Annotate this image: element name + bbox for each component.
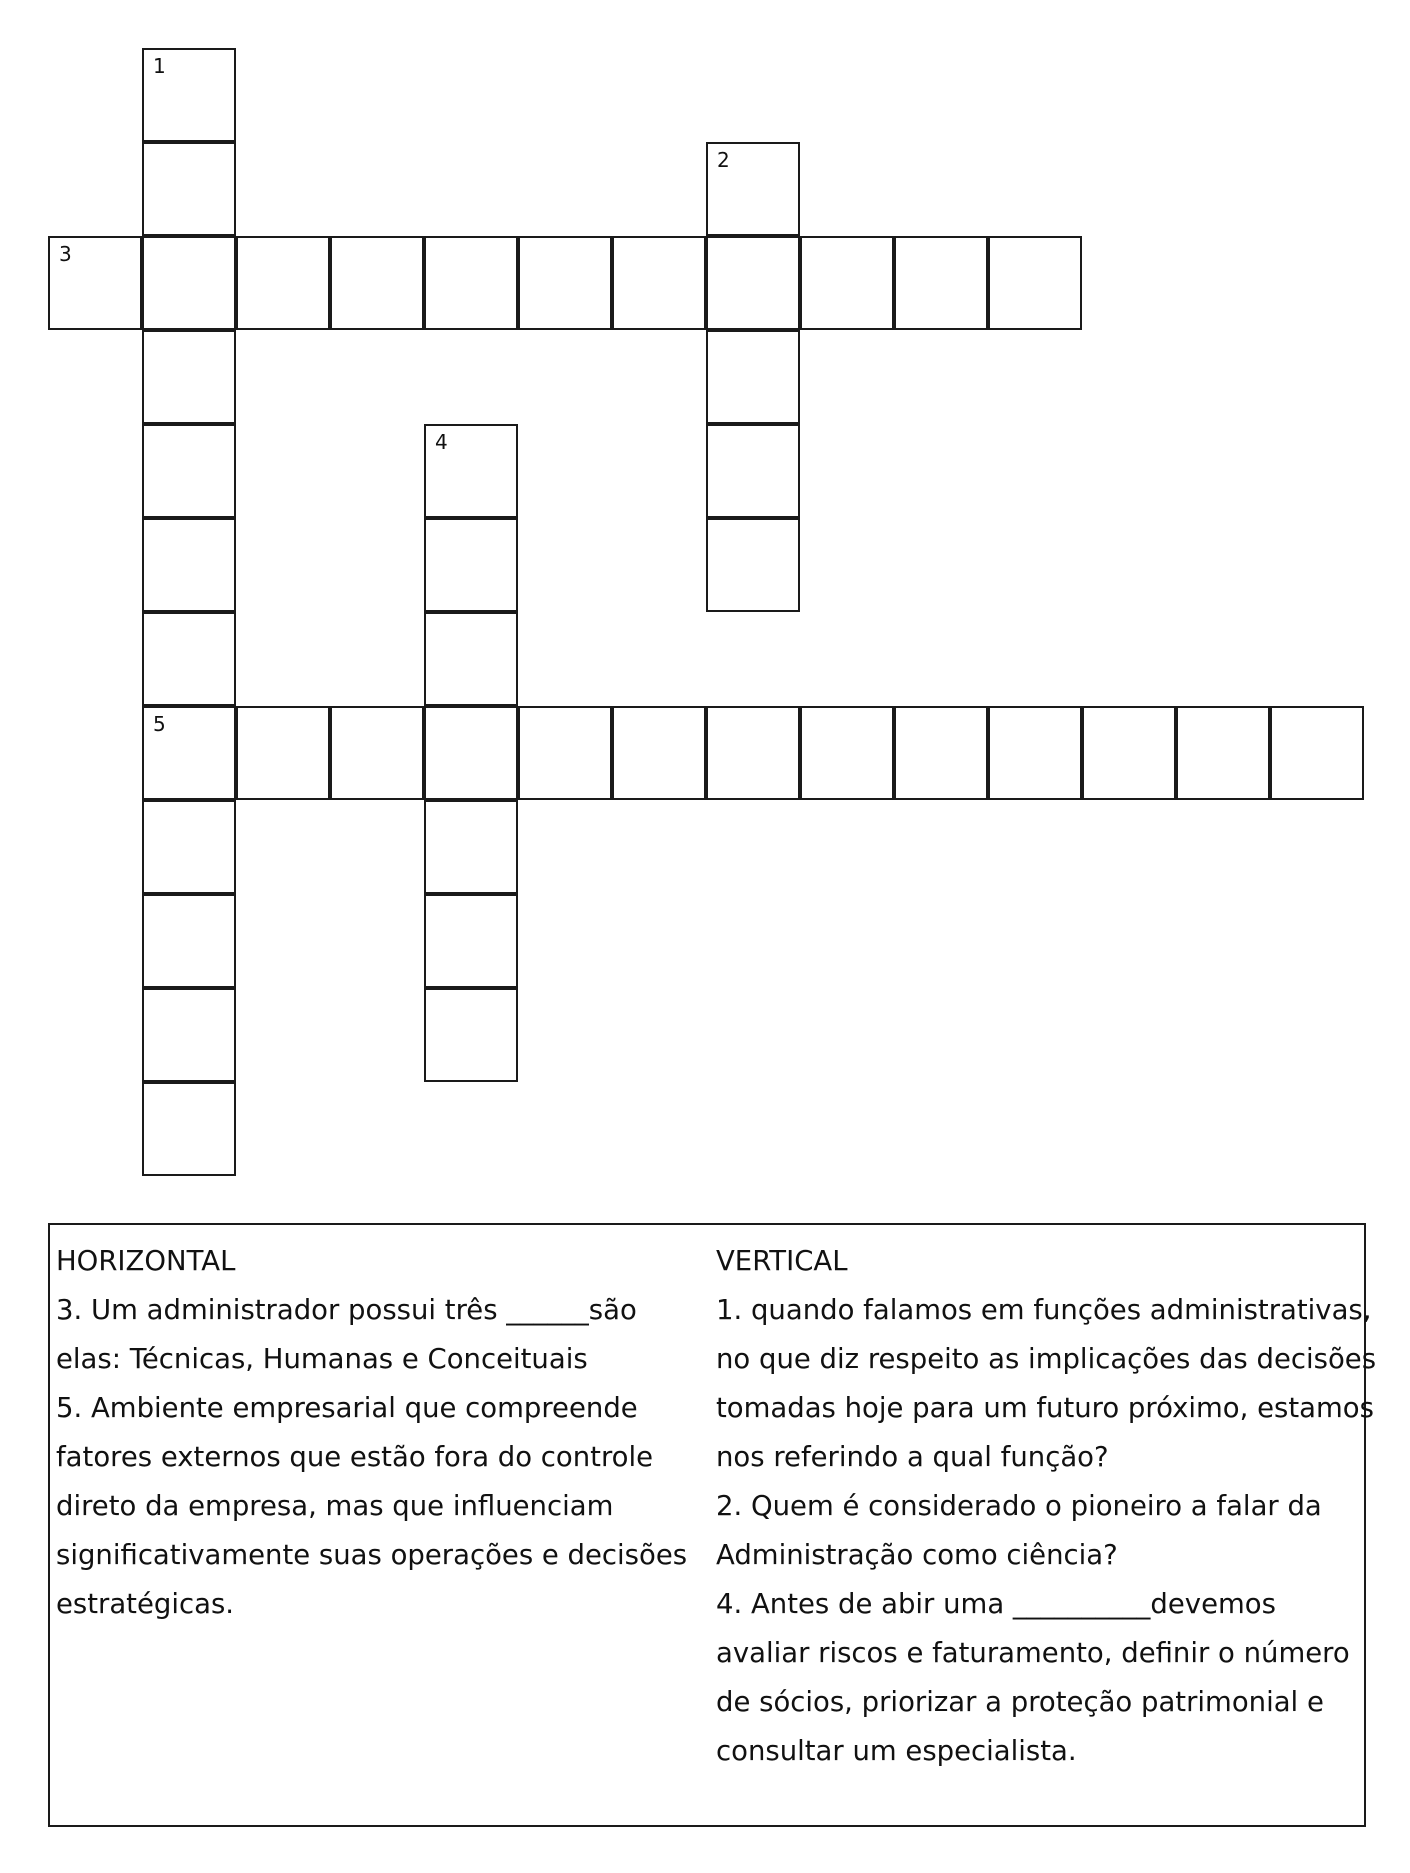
crossword-cell[interactable]: [706, 424, 800, 518]
clue-line: 3. Um administrador possui três ______são: [56, 1294, 637, 1326]
crossword-cell[interactable]: [142, 424, 236, 518]
clue-line: consultar um especialista.: [716, 1735, 1077, 1767]
crossword-cell[interactable]: [142, 988, 236, 1082]
clue-line: avaliar riscos e faturamento, definir o número: [716, 1637, 1350, 1669]
clue-line: fatores externos que estão fora do controle: [56, 1441, 654, 1473]
clue-number: 2: [717, 148, 730, 172]
crossword-cell[interactable]: [894, 236, 988, 330]
crossword-cell[interactable]: [424, 424, 518, 518]
crossword-cell[interactable]: [518, 236, 612, 330]
crossword-cell[interactable]: [706, 706, 800, 800]
clue-line: direto da empresa, mas que influenciam: [56, 1490, 614, 1522]
clue-line: de sócios, priorizar a proteção patrimonial e: [716, 1686, 1324, 1718]
clue-number: 1: [153, 54, 166, 78]
horizontal-heading: HORIZONTAL: [56, 1245, 236, 1277]
vertical-clues: [716, 1237, 1377, 1776]
crossword-cell[interactable]: [142, 800, 236, 894]
crossword-cell[interactable]: [142, 518, 236, 612]
crossword-cell[interactable]: [330, 706, 424, 800]
crossword-cell[interactable]: [142, 1082, 236, 1176]
crossword-cell[interactable]: [612, 236, 706, 330]
crossword-cell[interactable]: [424, 800, 518, 894]
clue-line: 4. Antes de abir uma __________devemos: [716, 1588, 1276, 1620]
crossword-cell[interactable]: [706, 518, 800, 612]
crossword-cell[interactable]: [236, 706, 330, 800]
crossword-cell[interactable]: [142, 612, 236, 706]
crossword-cell[interactable]: [142, 706, 236, 800]
crossword-cell[interactable]: [424, 706, 518, 800]
clue-line: estratégicas.: [56, 1588, 235, 1620]
crossword-cell[interactable]: [142, 330, 236, 424]
crossword-cell[interactable]: [894, 706, 988, 800]
clue-line: Administração como ciência?: [716, 1539, 1118, 1571]
clue-number: 5: [153, 712, 166, 736]
crossword-cell[interactable]: [706, 330, 800, 424]
vertical-heading: VERTICAL: [716, 1245, 848, 1277]
crossword-cell[interactable]: [706, 142, 800, 236]
crossword-cell[interactable]: [988, 236, 1082, 330]
crossword-cell[interactable]: [1176, 706, 1270, 800]
crossword-cell[interactable]: [1270, 706, 1364, 800]
clue-number: 4: [435, 430, 448, 454]
crossword-cell[interactable]: [800, 236, 894, 330]
crossword-cell[interactable]: [330, 236, 424, 330]
crossword-cell[interactable]: [48, 236, 142, 330]
crossword-cell[interactable]: [424, 988, 518, 1082]
clue-line: significativamente suas operações e decisões: [56, 1539, 688, 1571]
crossword-cell[interactable]: [142, 142, 236, 236]
clue-number: 3: [59, 242, 72, 266]
clue-line: elas: Técnicas, Humanas e Conceituais: [56, 1343, 588, 1375]
crossword-cell[interactable]: [142, 894, 236, 988]
crossword-cell[interactable]: [988, 706, 1082, 800]
crossword-cell[interactable]: [1082, 706, 1176, 800]
crossword-cell[interactable]: [424, 612, 518, 706]
horizontal-clues: [56, 1237, 696, 1629]
clue-line: 2. Quem é considerado o pioneiro a falar da: [716, 1490, 1322, 1522]
clue-line: tomadas hoje para um futuro próximo, estamos: [716, 1392, 1374, 1424]
crossword-cell[interactable]: [800, 706, 894, 800]
crossword-cell[interactable]: [612, 706, 706, 800]
clue-line: nos referindo a qual função?: [716, 1441, 1109, 1473]
crossword-cell[interactable]: [518, 706, 612, 800]
crossword-cell[interactable]: [236, 236, 330, 330]
clue-line: no que diz respeito as implicações das decisões: [716, 1343, 1377, 1375]
crossword-cell[interactable]: [706, 236, 800, 330]
crossword-cell[interactable]: [424, 894, 518, 988]
clues-box: [48, 1223, 1377, 1827]
clue-line: 1. quando falamos em funções administrativas,: [716, 1294, 1372, 1326]
clue-line: 5. Ambiente empresarial que compreende: [56, 1392, 638, 1424]
crossword-cell[interactable]: [424, 518, 518, 612]
crossword-cell[interactable]: [142, 48, 236, 142]
crossword-cell[interactable]: [142, 236, 236, 330]
crossword-cell[interactable]: [424, 236, 518, 330]
